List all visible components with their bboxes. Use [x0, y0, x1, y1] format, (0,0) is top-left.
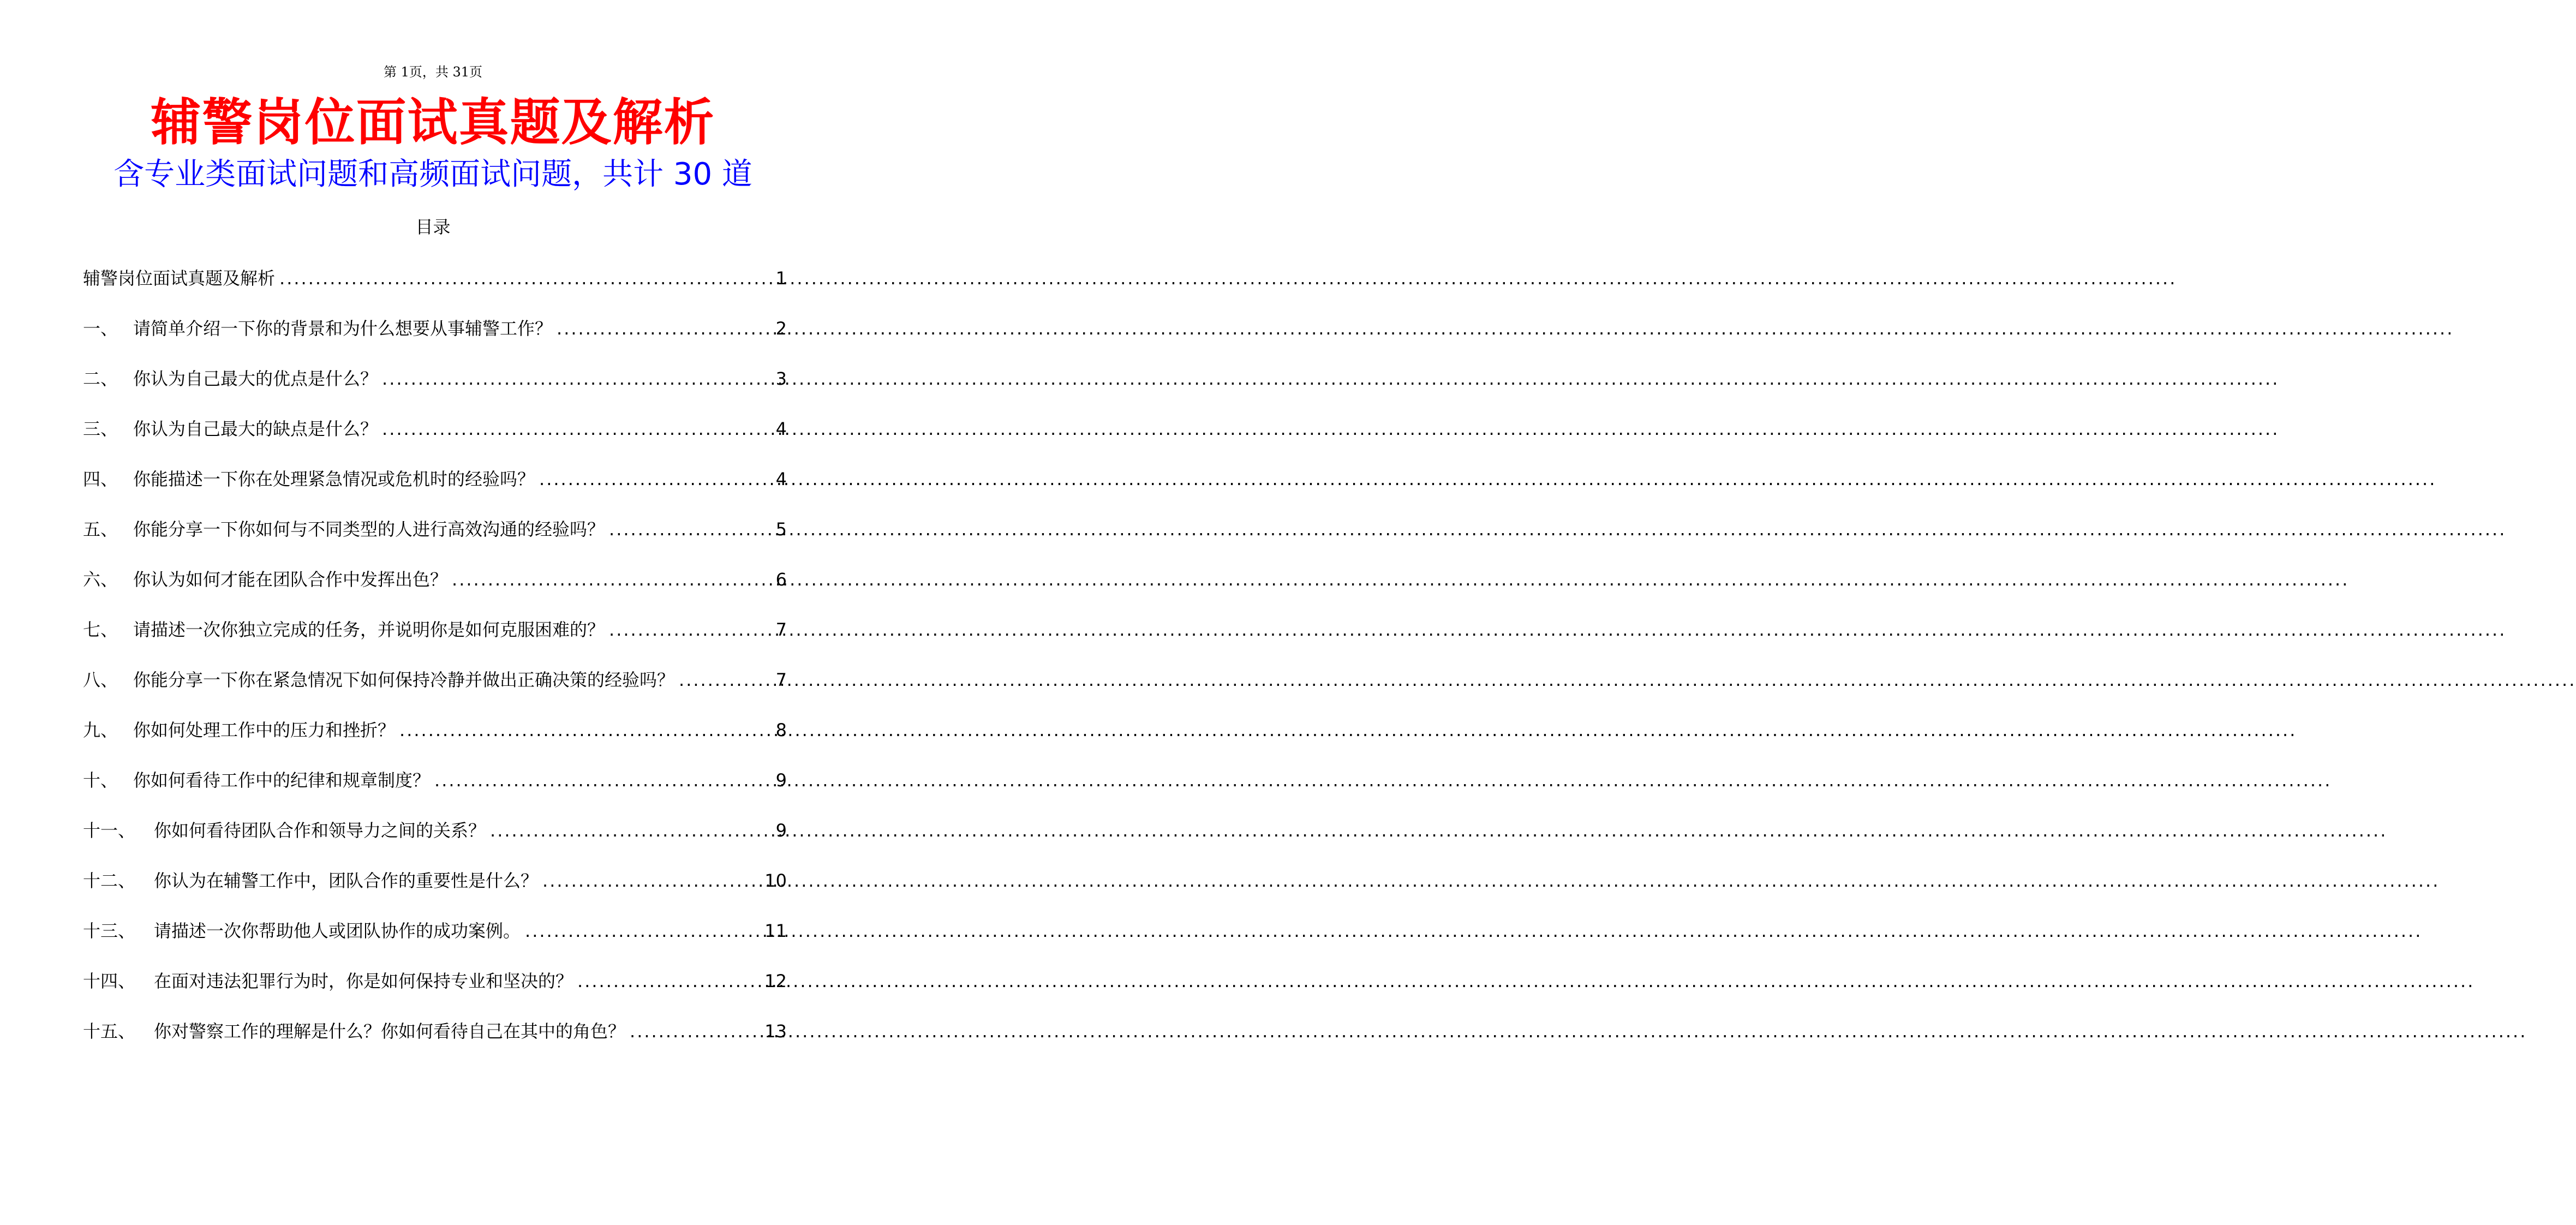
- toc-entry-number: 十、: [83, 770, 118, 791]
- toc-entry-3[interactable]: [83, 415, 787, 465]
- toc-leader-dots: [279, 264, 774, 292]
- toc-entry-text: 你认为如何才能在团队合作中发挥出色？: [133, 569, 448, 590]
- toc-entry-text: 你如何看待工作中的纪律和规章制度？: [133, 770, 431, 791]
- toc-entry-13[interactable]: [83, 917, 787, 967]
- toc-entry-text: 你认为自己最大的缺点是什么？: [133, 419, 378, 439]
- toc-leader-dots: [434, 766, 774, 794]
- toc-entry-10[interactable]: [83, 766, 787, 816]
- toc-heading: 目录: [415, 217, 451, 237]
- toc-leader-dots: [490, 816, 774, 845]
- toc-entry-12[interactable]: [83, 867, 787, 917]
- toc-entry-number: 十三、: [83, 921, 136, 941]
- toc-entry-title[interactable]: [83, 264, 787, 314]
- toc-leader-dots: [452, 565, 774, 594]
- toc-leader-dots: [399, 716, 774, 744]
- toc-entry-text: 你认为在辅警工作中，团队合作的重要性是什么？: [154, 870, 539, 891]
- toc-entry-11[interactable]: [83, 816, 787, 867]
- toc-entry-page: 4: [775, 469, 787, 489]
- toc-leader-dots: [525, 917, 762, 945]
- toc-entry-number: 六、: [83, 569, 118, 590]
- toc-entry-14[interactable]: [83, 967, 787, 1017]
- table-of-contents: [83, 264, 787, 1067]
- toc-entry-page: 6: [775, 569, 787, 590]
- toc-entry-page: 10: [764, 870, 787, 891]
- toc-entry-15[interactable]: [83, 1017, 787, 1067]
- toc-entry-text: 请简单介绍一下你的背景和为什么想要从事辅警工作？: [133, 318, 553, 339]
- toc-leader-dots: [630, 1017, 762, 1045]
- toc-entry-page: 5: [775, 519, 787, 540]
- toc-entry-page: 3: [775, 368, 787, 389]
- toc-entry-text: 你能描述一下你在处理紧急情况或危机时的经验吗？: [133, 469, 535, 489]
- toc-entry-text: 你如何看待团队合作和领导力之间的关系？: [154, 820, 486, 841]
- toc-entry-number: 五、: [83, 519, 118, 540]
- toc-entry-text: 辅警岗位面试真题及解析: [83, 268, 276, 289]
- toc-entry-text: 你对警察工作的理解是什么？你如何看待自己在其中的角色？: [154, 1021, 626, 1042]
- toc-leader-dots: [382, 364, 774, 393]
- toc-entry-number: 十五、: [83, 1021, 136, 1042]
- toc-entry-number: 八、: [83, 670, 118, 690]
- toc-entry-number: 二、: [83, 368, 118, 389]
- toc-entry-number: 三、: [83, 419, 118, 439]
- toc-leader-dots: [577, 967, 762, 995]
- toc-entry-page: 12: [764, 971, 787, 991]
- toc-leader-dots: [382, 415, 774, 443]
- toc-entry-number: 一、: [83, 318, 118, 339]
- toc-leader-dots: [679, 666, 774, 694]
- toc-entry-page: 11: [764, 921, 787, 941]
- toc-entry-page: 8: [775, 720, 787, 740]
- toc-leader-dots: [542, 867, 762, 895]
- toc-entry-number: 七、: [83, 619, 118, 640]
- toc-entry-text: 你能分享一下你在紧急情况下如何保持冷静并做出正确决策的经验吗？: [133, 670, 675, 690]
- toc-entry-4[interactable]: [83, 465, 787, 515]
- toc-entry-2[interactable]: [83, 364, 787, 415]
- toc-entry-page: 7: [775, 670, 787, 690]
- toc-entry-number: 十一、: [83, 820, 136, 841]
- toc-entry-number: 十四、: [83, 971, 136, 991]
- toc-entry-page: 9: [775, 820, 787, 841]
- document-title: 辅警岗位面试真题及解析: [151, 93, 715, 152]
- toc-leader-dots: [609, 515, 774, 543]
- toc-entry-text: 请描述一次你帮助他人或团队协作的成功案例。: [154, 921, 521, 941]
- toc-entry-5[interactable]: [83, 515, 787, 565]
- toc-entry-text: 你如何处理工作中的压力和挫折？: [133, 720, 396, 740]
- toc-entry-page: 7: [775, 619, 787, 640]
- document-subtitle: 含专业类面试问题和高频面试问题，共计 30 道: [113, 157, 752, 192]
- toc-entry-8[interactable]: [83, 666, 787, 716]
- toc-entry-page: 2: [775, 318, 787, 339]
- toc-entry-text: 在面对违法犯罪行为时，你是如何保持专业和坚决的？: [154, 971, 573, 991]
- toc-entry-6[interactable]: [83, 565, 787, 616]
- toc-entry-page: 4: [775, 419, 787, 439]
- toc-entry-text: 你能分享一下你如何与不同类型的人进行高效沟通的经验吗？: [133, 519, 605, 540]
- toc-leader-dots: [609, 616, 774, 644]
- toc-entry-text: 请描述一次你独立完成的任务，并说明你是如何克服困难的？: [133, 619, 605, 640]
- toc-entry-page: 13: [764, 1021, 787, 1042]
- toc-entry-number: 九、: [83, 720, 118, 740]
- toc-entry-number: 十二、: [83, 870, 136, 891]
- page-indicator: 第 1页，共 31页: [383, 64, 483, 80]
- toc-entry-number: 四、: [83, 469, 118, 489]
- toc-entry-9[interactable]: [83, 716, 787, 766]
- toc-leader-dots: [539, 465, 774, 493]
- toc-leader-dots: [557, 314, 774, 343]
- document-page: [0, 0, 866, 1225]
- toc-entry-page: 9: [775, 770, 787, 791]
- toc-entry-7[interactable]: [83, 616, 787, 666]
- toc-entry-1[interactable]: [83, 314, 787, 364]
- toc-entry-page: 1: [775, 268, 787, 289]
- toc-entry-text: 你认为自己最大的优点是什么？: [133, 368, 378, 389]
